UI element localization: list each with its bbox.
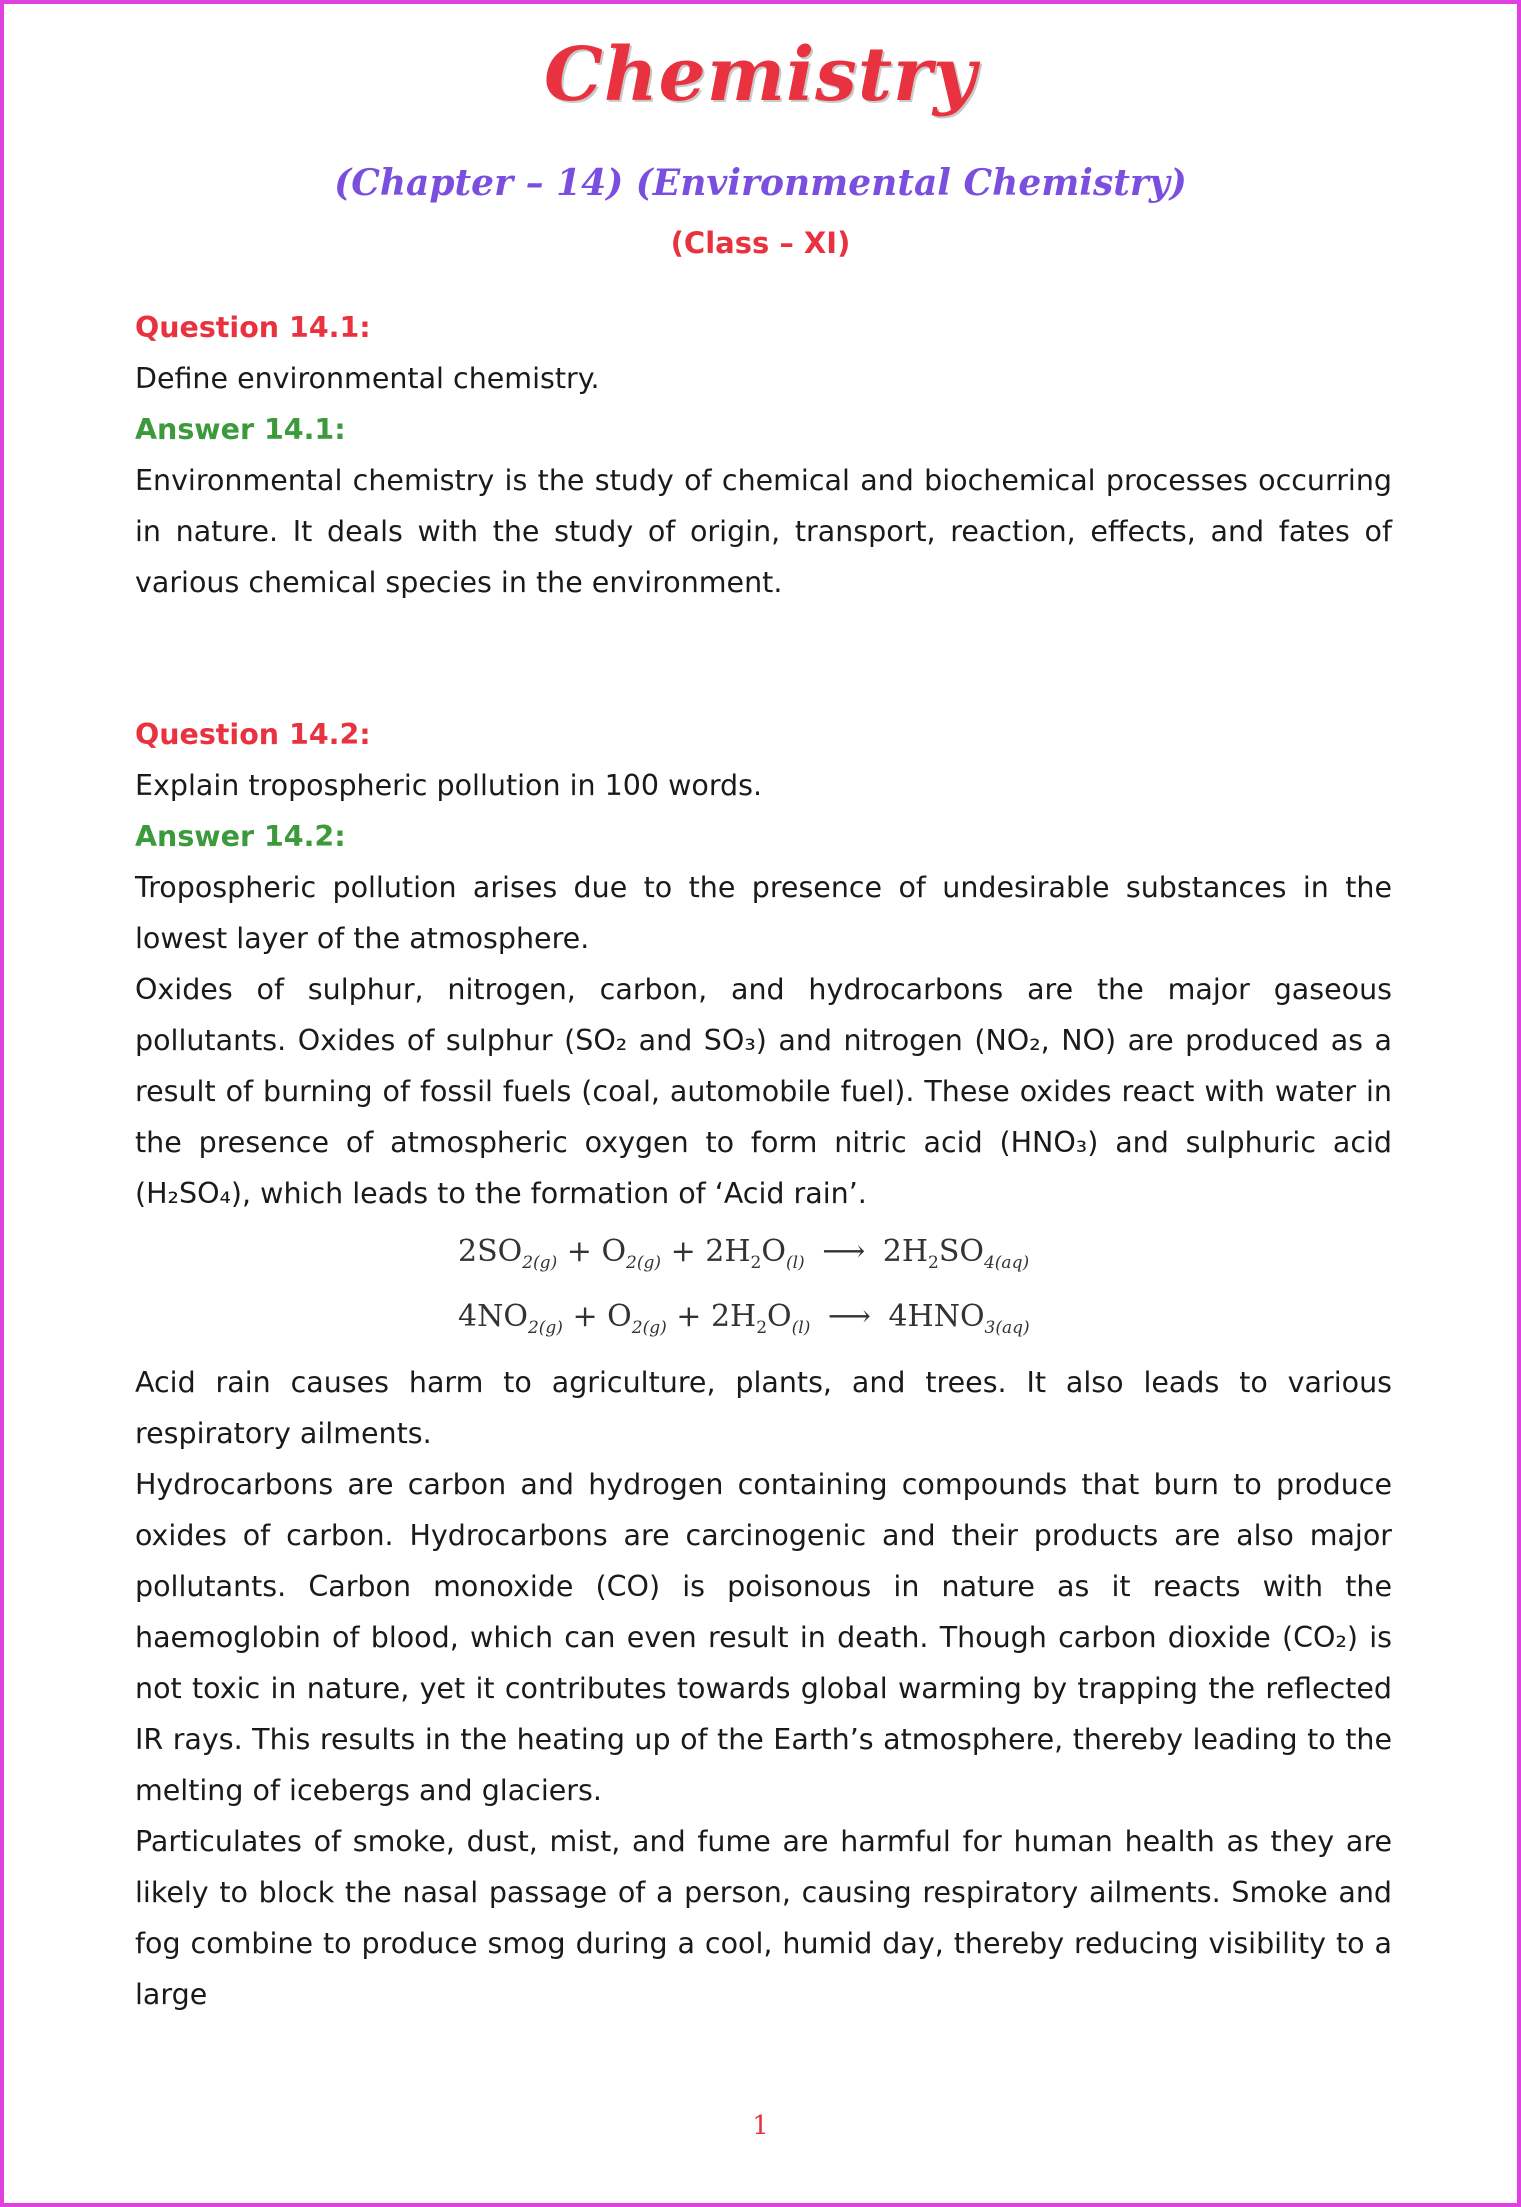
eq1-reactant-3: 2H	[705, 1234, 751, 1269]
eq2-product-sub: 3(aq)	[984, 1318, 1030, 1338]
eq1-reactant-3b: O	[761, 1234, 786, 1269]
eq1-reactant-3-sub: 2	[750, 1253, 762, 1273]
answer-2-label: Answer 14.2:	[135, 820, 346, 853]
page-number: 1	[752, 2111, 769, 2141]
answer-2-para-2: Oxides of sulphur, nitrogen, carbon, and hydrocarbons are the major gaseous pollutants. Oxides of sulphur (SO₂ and SO₃) and nitrogen (NO₂, NO) are produced as a result of burning of fossil fuels (coal, automobile fuel). These oxides react with water in the presence of atmospheric oxygen to form nitric acid (HNO₃) and sulphuric acid (H₂SO₄), which leads to the formation of ‘Acid rain’.	[135, 973, 1392, 1210]
spacer	[135, 608, 1392, 709]
eq2-reactant-3b-sub: (l)	[791, 1318, 811, 1338]
reaction-arrow-icon: ⟶	[827, 1299, 871, 1334]
eq1-reactant-2: O	[601, 1234, 627, 1269]
answer-2-para-4: Hydrocarbons are carbon and hydrogen containing compounds that burn to produce oxides of carbon. Hydrocarbons are carcinogenic and their products are also major pollutants. Carbon monoxide (CO) is poisonous in nature as it reacts with the haemoglobin of blood, which can even result in death. Though carbon dioxide (CO₂) is not toxic in nature, yet it contributes towards global warming by trapping the reflected IR rays. This results in the heating up of the Earth’s atmosphere, thereby leading to the melting of icebergs and glaciers.	[135, 1468, 1392, 1807]
eq2-reactant-2: O	[607, 1299, 632, 1334]
eq1-plus: +	[670, 1234, 696, 1269]
eq1-product-sub: 2	[928, 1253, 939, 1273]
equation-1	[458, 1225, 1392, 1290]
answer-2-para-5: Particulates of smoke, dust, mist, and fume are harmful for human health as they are likely to block the nasal passage of a person, causing respiratory ailments. Smoke and fog combine to produce smog during a cool, humid day, thereby reducing visibility to a large	[135, 1825, 1392, 2011]
eq2-plus: +	[676, 1299, 702, 1334]
answer-2-para-1: Tropospheric pollution arises due to the presence of undesirable substances in the lowest layer of the atmosphere.	[135, 871, 1392, 955]
content	[135, 302, 1392, 2020]
eq2-reactant-1: 4NO	[458, 1299, 528, 1334]
eq1-reactant-1: 2SO	[458, 1234, 523, 1269]
class-heading: (Class – XI)	[670, 226, 851, 260]
eq2-reactant-3-sub: 2	[756, 1318, 768, 1338]
eq1-reactant-2-sub: 2(g)	[626, 1253, 662, 1273]
question-2-label: Question 14.2:	[135, 718, 371, 751]
eq1-plus: +	[566, 1234, 592, 1269]
eq1-reactant-3b-sub: (l)	[785, 1253, 805, 1273]
answer-1-text: Environmental chemistry is the study of chemical and biochemical processes occurring in nature. It deals with the study of origin, transport, reaction, effects, and fates of various chemical species in the environment.	[135, 464, 1392, 599]
eq1-product-b-sub: 4(aq)	[983, 1253, 1030, 1273]
eq2-reactant-1-sub: 2(g)	[527, 1318, 563, 1338]
eq1-product: 2H	[882, 1234, 928, 1269]
eq2-plus: +	[572, 1299, 598, 1334]
question-2-text: Explain tropospheric pollution in 100 words.	[135, 769, 763, 802]
eq2-reactant-3: 2H	[710, 1299, 757, 1334]
eq2-reactant-2-sub: 2(g)	[631, 1318, 667, 1338]
document-title: Chemistry	[543, 32, 978, 118]
eq1-product-b: SO	[938, 1234, 984, 1269]
answer-2-para-3: Acid rain causes harm to agriculture, plants, and trees. It also leads to various respiratory ailments.	[135, 1366, 1392, 1450]
reaction-arrow-icon: ⟶	[822, 1234, 866, 1269]
chapter-heading: (Chapter – 14) (Environmental Chemistry)	[334, 162, 1187, 204]
question-1-text: Define environmental chemistry.	[135, 362, 600, 395]
eq2-product: 4HNO	[888, 1299, 985, 1334]
chemical-equations	[135, 1225, 1392, 1355]
eq1-reactant-1-sub: 2(g)	[522, 1253, 558, 1273]
eq2-reactant-3b: O	[767, 1299, 792, 1334]
question-1-label: Question 14.1:	[135, 311, 371, 344]
equation-2	[458, 1290, 1392, 1355]
answer-1-label: Answer 14.1:	[135, 413, 346, 446]
